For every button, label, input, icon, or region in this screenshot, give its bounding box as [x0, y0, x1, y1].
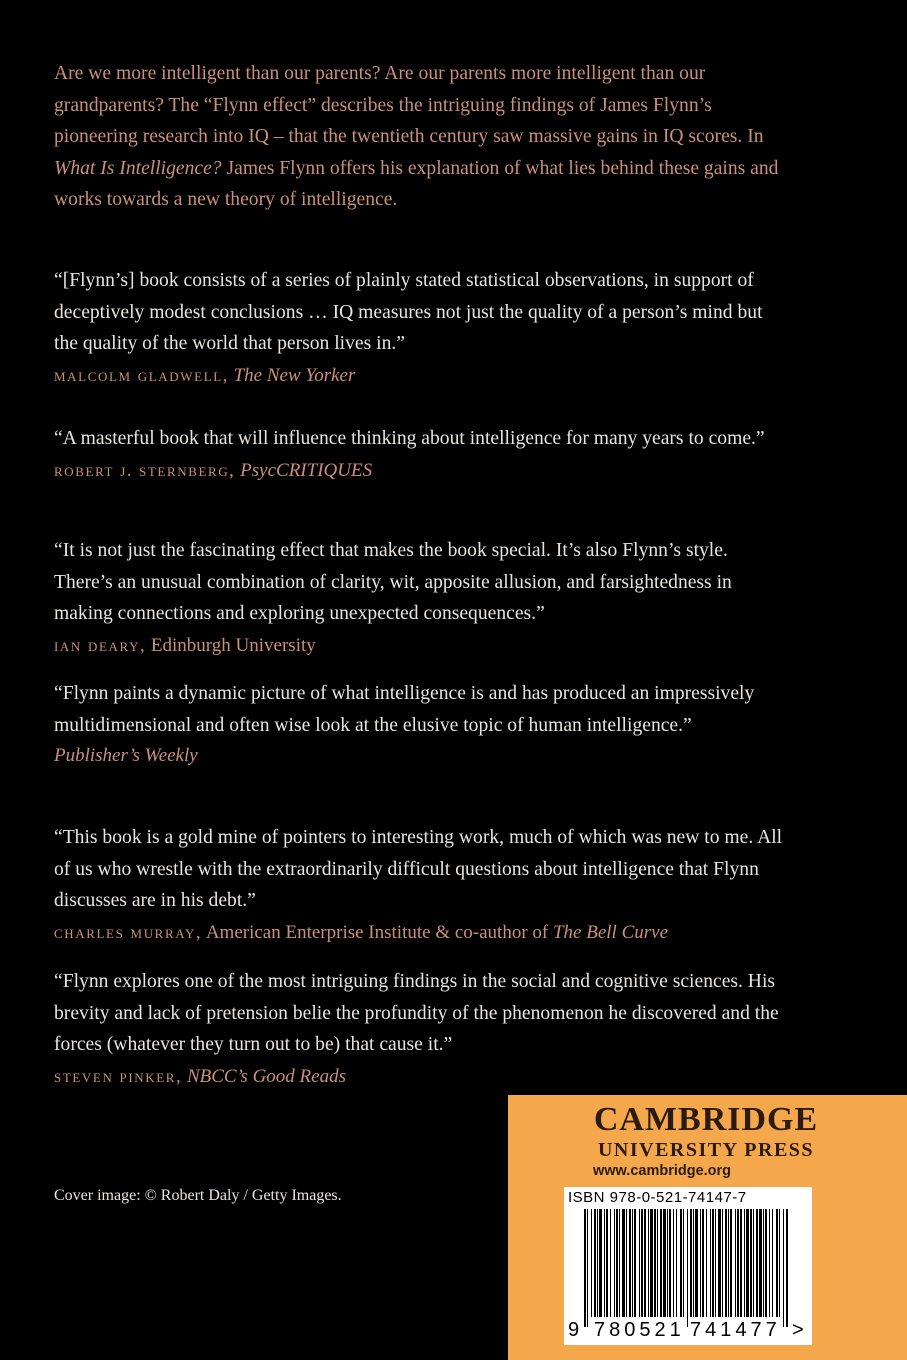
reviewer-name: robert j. sternberg,	[54, 459, 236, 480]
review-source: Publisher’s Weekly	[54, 745, 198, 766]
review-quote-publishers-weekly	[54, 678, 789, 769]
quote-text: “[Flynn’s] book consists of a series of plainly stated statistical observations, in support of deceptively modest conclusions … IQ measures not just the quality of a person’s mind but the quality of the world that person lives in.”	[54, 270, 763, 354]
quote-attribution	[54, 362, 789, 389]
review-source: PsycCRITIQUES	[240, 459, 373, 481]
review-quote-pinker	[54, 966, 789, 1090]
isbn-label: ISBN 978-0-521-74147-7	[568, 1189, 747, 1206]
reviewer-name: steven pinker,	[54, 1065, 183, 1086]
review-source-prefix: American Enterprise Institute & co-author of	[205, 921, 549, 943]
publisher-press: UNIVERSITY PRESS	[597, 1139, 815, 1161]
barcode-left-digits: 780521	[594, 1319, 685, 1341]
publisher-name: CAMBRIDGE	[593, 1101, 819, 1138]
review-quote-sternberg	[54, 423, 789, 484]
review-quote-gladwell	[54, 265, 789, 389]
quote-attribution	[54, 919, 789, 946]
review-quote-deary	[54, 535, 789, 659]
quote-text: “Flynn explores one of the most intriguing findings in the social and cognitive sciences. His brevity and lack of pretension belie the profundity of the phenomenon he discovered and the forces (whatever they turn out to be) that cause it.”	[54, 971, 779, 1055]
barcode-first-digit: 9	[568, 1319, 580, 1341]
quote-attribution	[54, 1063, 789, 1090]
reviewer-name: malcolm gladwell,	[54, 364, 229, 385]
review-source: NBCC’s Good Reads	[186, 1065, 346, 1087]
publisher-panel	[508, 1095, 907, 1360]
quote-text: “This book is a gold mine of pointers to interesting work, much of which was new to me. All of us who wrestle with the extraordinarily difficult questions about intelligence that Flynn discusses are in his debt.”	[54, 827, 783, 911]
blurb-text-1: Are we more intelligent than our parents? Are our parents more intelligent than our grandparents? The “Flynn effect” describes the intriguing findings of James Flynn’s pioneering research into IQ – that the twentieth century saw massive gains in IQ scores. In	[54, 63, 764, 147]
barcode-bars	[584, 1209, 789, 1327]
barcode-right-digits: 741477	[690, 1319, 781, 1341]
review-source: The New Yorker	[233, 364, 356, 386]
book-title-italic: What Is Intelligence?	[54, 157, 222, 179]
quote-attribution	[54, 632, 789, 659]
reviewer-name: charles murray,	[54, 921, 203, 942]
quote-text: “It is not just the fascinating effect that makes the book special. It’s also Flynn’s style. There’s an unusual combination of clarity, wit, apposite allusion, and farsightedness in making connections and exploring unexpected consequences.”	[54, 540, 732, 624]
barcode-box	[564, 1187, 812, 1345]
reviewer-name: ian deary,	[54, 634, 147, 655]
quote-attribution	[54, 457, 789, 484]
quote-attribution	[54, 743, 789, 769]
cover-image-credit: Cover image: © Robert Daly / Getty Images.	[54, 1187, 342, 1204]
quote-text: “A masterful book that will influence thinking about intelligence for many years to come.”	[54, 428, 765, 449]
review-source: The Bell Curve	[552, 921, 669, 943]
review-quote-murray	[54, 822, 789, 946]
blurb-text-2: James Flynn offers his explanation of what lies behind these gains and works towards a new theory of intelligence.	[54, 157, 779, 210]
barcode-arrow: >	[792, 1319, 804, 1341]
publisher-url: www.cambridge.org	[593, 1163, 732, 1179]
review-source: Edinburgh University	[150, 634, 316, 656]
quote-text: “Flynn paints a dynamic picture of what intelligence is and has produced an impressively multidimensional and often wise look at the elusive topic of human intelligence.”	[54, 683, 755, 736]
back-cover-blurb	[54, 58, 794, 216]
